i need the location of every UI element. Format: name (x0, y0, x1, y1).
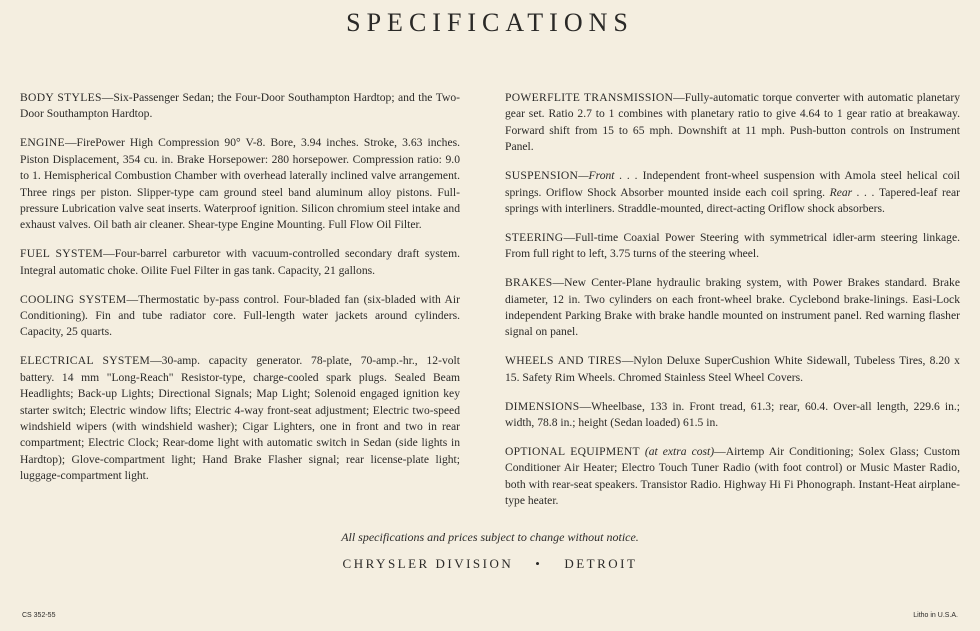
spec-heading: SUSPENSION (505, 169, 579, 183)
spec-heading: WHEELS AND TIRES (505, 354, 622, 368)
spec-heading: FUEL SYSTEM (20, 247, 104, 261)
spec-heading: OPTIONAL EQUIPMENT (505, 444, 640, 458)
spec-dimensions (505, 399, 960, 432)
spec-wheels-tires (505, 353, 960, 386)
spec-engine (20, 135, 460, 233)
spec-powerflite (505, 90, 960, 156)
left-column (20, 90, 460, 497)
spec-optional-equipment (505, 444, 960, 510)
spec-body-styles (20, 90, 460, 123)
spec-suspension (505, 168, 960, 217)
spec-heading: BRAKES (505, 276, 553, 290)
right-column (505, 90, 960, 522)
spec-electrical-system (20, 353, 460, 484)
spec-text: —30-amp. capacity generator. 78-plate, 70-amp.-hr., 12-volt battery. 14 mm "Long-Reach" Resistor-type, charge-cooled spark plugs. Sealed Beam Headlights; Back-up Lights; Directional Signals; Map Light; Solenoid engaged ignition key starter switch; Electric window lifts; Electric 4-way front-seat adjustment; Electric two-speed windshield wipers (with windshield washer); Cigar Lighters, one in front and two in rear compartment; Electric Clock; Rear-dome light with automatic switch in Sedan (side lights in Hardtop); Glove-compartment light; Hand Brake Flasher signal; rear license-plate light; luggage-compartment light. (20, 354, 460, 483)
page-title: SPECIFICATIONS (346, 8, 634, 37)
litho-note: Litho in U.S.A. (913, 612, 958, 619)
spec-brakes (505, 275, 960, 341)
spec-text: Tapered-leaf rear springs with interliners. Straddle-mounted, direct-acting Oriflow shock absorbers. (505, 185, 961, 215)
spec-heading: POWERFLITE TRANSMISSION (505, 91, 674, 104)
spec-subheading: (at extra cost) (639, 444, 715, 458)
spec-text: Independent front-wheel suspension with Amola steel helical coil springs. Oriflow Shock Absorber mounted inside each coil spring. (505, 169, 960, 199)
spec-text: —Thermostatic by-pass control. Four-bladed fan (six-bladed with Air Conditioning). Fin and tube radiator core. Full-length water jackets around cylinders. Capacity, 25 quarts. (20, 292, 460, 339)
separator-dot: • (535, 556, 543, 571)
spec-subheading: —Front . . . (578, 169, 638, 183)
spec-steering (505, 230, 960, 263)
spec-heading: ELECTRICAL SYSTEM (20, 354, 151, 368)
division-name: CHRYSLER DIVISION (342, 556, 514, 571)
spec-text: —FirePower High Compression 90° V-8. Bore, 3.94 inches. Stroke, 3.63 inches. Piston Displacement, 354 cu. in. Brake Horsepower: 280 horsepower. Compression ratio: 9.0 to 1. Hemispherical Combustion Chamber with overhead laterally inclined valve arrangement. Three rings per piston. Slipper-type cam ground steel band aluminum alloy pistons. Full-pressure Lubrication valve seat inserts. Waterproof ignition. Silicon chromium steel intake and exhaust valves. Oil bath air cleaner. Shear-type Engine Mounting. Full Flow Oil Filter. (20, 136, 460, 232)
spec-cooling-system (20, 292, 460, 341)
spec-text: —Fully-automatic torque converter with automatic planetary gear set. Ratio 2.7 to 1 combines with planetary ratio to give 4.64 to 1 gear ratio at breakaway. Forward shift from 15 to 65 mph. Downshift at 11 mph. Push-button controls on Instrument Panel. (505, 91, 960, 154)
spec-heading: COOLING SYSTEM (20, 292, 127, 306)
spec-text: —Wheelbase, 133 in. Front tread, 61.3; rear, 60.4. Over-all length, 229.6 in.; width, 78.8 in.; height (Sedan loaded) 61.5 in. (505, 399, 960, 429)
spec-text: —Full-time Coaxial Power Steering with symmetrical idler-arm steering linkage. From full right to left, 3.75 turns of the steering wheel. (505, 230, 960, 261)
division-city: DETROIT (564, 556, 638, 571)
spec-text: —Four-barrel carburetor with vacuum-controlled secondary draft system. Integral automatic choke. Oilite Fuel Filter in gas tank. Capacity, 21 gallons. (20, 247, 460, 277)
spec-heading: ENGINE (20, 136, 65, 150)
catalog-code: CS 352-55 (22, 612, 56, 619)
spec-heading: BODY STYLES (20, 91, 102, 104)
spec-text: —Nylon Deluxe SuperCushion White Sidewall, Tubeless Tires, 8.20 x 15. Safety Rim Wheels. Chromed Stainless Steel Wheel Covers. (505, 354, 960, 384)
spec-subheading: Rear . . . (829, 185, 875, 199)
spec-fuel-system (20, 246, 460, 279)
spec-text: —Six-Passenger Sedan; the Four-Door Southampton Hardtop; and the Two-Door Southampton Hardtop. (20, 91, 460, 121)
spec-heading: STEERING (505, 230, 564, 244)
spec-text: —New Center-Plane hydraulic braking system, with Power Brakes standard. Brake diameter, 12 in. Two cylinders on each front-wheel brake. Cyclebond brake-linings. Easi-Lock independent Parking Brake with brake handle mounted on instrument panel. Red warning flasher signal on panel. (505, 276, 960, 339)
change-notice: All specifications and prices subject to change without notice. (341, 530, 639, 544)
spec-heading: DIMENSIONS (505, 399, 580, 413)
division-line (0, 556, 980, 572)
spec-text: —Airtemp Air Conditioning; Solex Glass; Custom Conditioner Air Heater; Electro Touch Tuner Radio (with foot control) or Music Master Radio, both with rear-seat speakers. Transistor Radio. Highway Hi Fi Phonograph. Instant-Heat airplane-type heater. (505, 444, 960, 508)
